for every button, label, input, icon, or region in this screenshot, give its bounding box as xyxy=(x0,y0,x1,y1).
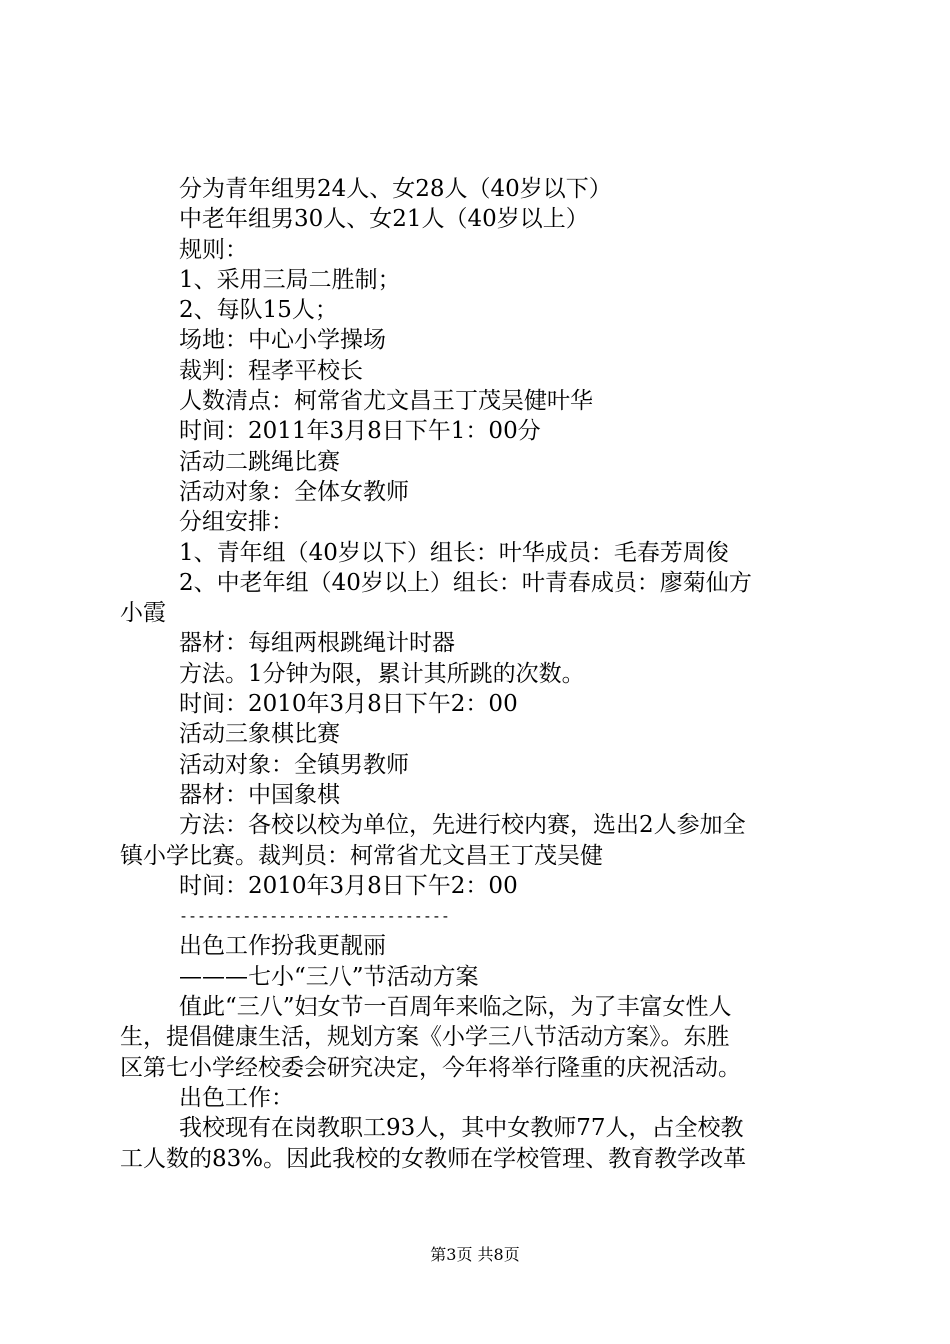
text-line: 器材：每组两根跳绳计时器 xyxy=(179,630,455,657)
text-line: 方法。1分钟为限，累计其所跳的次数。 xyxy=(179,660,585,687)
text-line: 裁判：程孝平校长 xyxy=(179,357,363,384)
paragraph-line: 生，提倡健康生活，规划方案《小学三八节活动方案》。东胜 xyxy=(120,1024,730,1051)
text-line: 中老年组男30人、女21人（40岁以上） xyxy=(179,206,589,233)
document-body xyxy=(120,174,832,1174)
text-line: 规则： xyxy=(179,236,248,263)
paragraph-line: 我校现有在岗教职工93人，其中女教师77人，占全校教 xyxy=(179,1115,744,1142)
separator-line: ------------------------------ xyxy=(179,907,450,926)
text-line: 2、每队15人； xyxy=(179,297,338,324)
paragraph-line: 值此“三八”妇女节一百周年来临之际，为了丰富女性人 xyxy=(179,994,732,1021)
page-number-footer: 第3页 共8页 xyxy=(430,1245,520,1264)
text-line: 方法：各校以校为单位，先进行校内赛，选出2人参加全 xyxy=(179,812,746,839)
section-heading: 活动三象棋比赛 xyxy=(179,721,340,748)
section-heading: 出色工作： xyxy=(179,1084,294,1111)
article-subtitle: ———七小“三八”节活动方案 xyxy=(179,963,479,990)
text-line: 活动对象：全镇男教师 xyxy=(179,751,409,778)
text-line: 时间：2011年3月8日下午1：00分 xyxy=(179,418,541,445)
text-line: 1、采用三局二胜制； xyxy=(179,266,401,293)
text-line: 活动对象：全体女教师 xyxy=(179,478,409,505)
text-line: 人数清点：柯常省尤文昌王丁茂吴健叶华 xyxy=(179,388,593,415)
paragraph-line: 区第七小学经校委会研究决定，今年将举行隆重的庆祝活动。 xyxy=(120,1054,741,1081)
text-line: 场地：中心小学操场 xyxy=(179,327,386,354)
text-line-continuation: 镇小学比赛。裁判员：柯常省尤文昌王丁茂吴健 xyxy=(120,842,603,869)
text-line: 分为青年组男24人、女28人（40岁以下） xyxy=(179,176,612,202)
article-title: 出色工作扮我更靓丽 xyxy=(179,933,386,960)
text-line: 时间：2010年3月8日下午2：00 xyxy=(179,691,518,718)
text-line-continuation: 小霞 xyxy=(120,600,166,627)
text-line: 分组安排： xyxy=(179,509,294,536)
paragraph-line: 工人数的83%。因此我校的女教师在学校管理、教育教学改革 xyxy=(120,1145,747,1172)
text-line: 1、青年组（40岁以下）组长：叶华成员：毛春芳周俊 xyxy=(179,539,729,566)
text-line: 时间：2010年3月8日下午2：00 xyxy=(179,872,518,899)
section-heading: 活动二跳绳比赛 xyxy=(179,448,340,475)
text-line: 器材：中国象棋 xyxy=(179,781,340,808)
text-line: 2、中老年组（40岁以上）组长：叶青春成员：廖菊仙方 xyxy=(179,569,752,596)
